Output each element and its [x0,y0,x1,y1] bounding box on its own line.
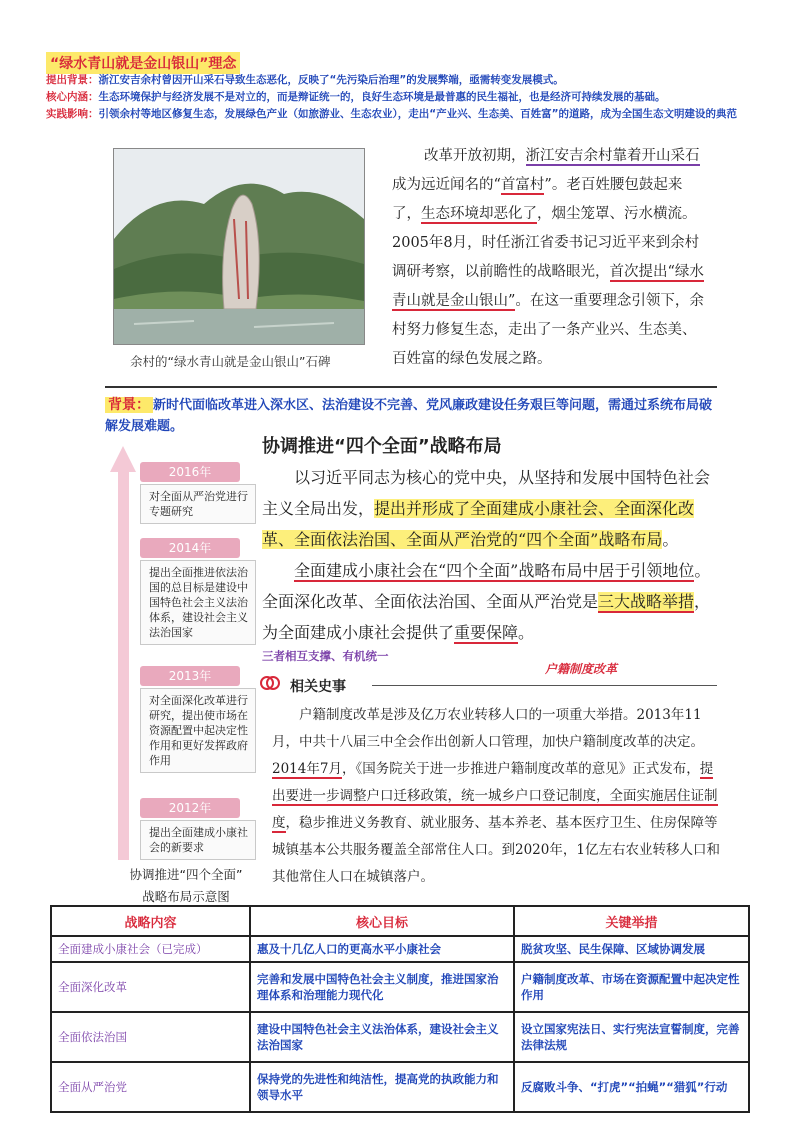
table-cell: 全面从严治党 [51,1062,250,1112]
timeline-entry: 对全面从严治党进行专题研究 [140,484,256,524]
table-header: 核心目标 [250,906,514,936]
table-cell: 全面依法治国 [51,1012,250,1062]
text-seg: 首次提出“绿水青山就是金山银山” [392,264,704,309]
timeline-caption-line: 战略布局示意图 [142,889,230,904]
table-cell: 全面深化改革 [51,962,250,1012]
photo-caption: 余村的“绿水青山就是金山银山”石碑 [130,354,331,369]
timeline-year: 2012年 [140,798,240,818]
timeline-arrow-icon [110,446,136,472]
text-seg: 首富村 [500,177,545,193]
history-title: 相关史事 [290,679,346,695]
timeline-bar [118,470,129,860]
bg-note-label: 提出背景： [46,74,99,86]
text-seg: 。全面深化改革、全面依法治国、全面从严治党是 [262,561,711,611]
text-seg: ”。老百姓腰包鼓起来了， [392,177,683,222]
timeline-year: 2014年 [140,538,240,558]
core-note-label: 核心内涵： [46,91,99,103]
table-header: 关键举措 [514,906,749,936]
main-para-2 [262,555,717,648]
header-notes [46,72,761,123]
text-seg: 提出并形成了全面建成小康社会、全面深化改革、全面依法治国、全面从严治党的“四个全面”战略布局 [262,499,695,549]
text-seg: 重要保障 [454,623,519,642]
timeline-entry: 对全面深化改革进行研究，提出使市场在资源配置中起决定性作用和更好发挥政府作用 [140,688,256,773]
table-cell: 户籍制度改革、市场在资源配置中起决定性作用 [514,962,749,1012]
household-reform-tag: 户籍制度改革 [545,662,618,676]
text-seg: 以习近平同志为核心的党中央，从坚持和发展中国特色社会主义全局出发， [262,468,711,518]
table-row [51,962,749,1012]
background-text: 新时代面临改革进入深水区、法治建设不完善、党风廉政建设任务艰巨等问题，需通过系统布局破解发展难题。 [105,398,713,434]
text-seg: ，稳步推进义务教育、就业服务、基本养老、基本医疗卫生、住房保障等城镇基本公共服务覆盖全部常住人口。到2020年，1亿左右农业转移人口和其他常住人口在城镇落户。 [272,815,720,885]
table-cell: 脱贫攻坚、民生保障、区域协调发展 [514,936,749,962]
timeline-caption [116,864,256,908]
table-row [51,1012,749,1062]
yucun-paragraph [392,142,707,374]
table-row [51,1062,749,1112]
table-cell: 惠及十几亿人口的更高水平小康社会 [250,936,514,962]
core-note-text: 生态环境保护与经济发展不是对立的，而是辩证统一的，良好生态环境是最普惠的民生福祉，也是经济可持续发展的基础。 [98,91,666,103]
background-note [105,395,715,437]
text-seg: 。在这一重要理念引领下，余村努力修复生态，走出了一条产业兴、生态美、百姓富的绿色发展之路。 [392,293,704,367]
main-para-1 [262,462,717,555]
table-header: 战略内容 [51,906,250,936]
timeline-caption-line: 协调推进“四个全面” [129,867,243,882]
text-seg: 成为远近闻名的“ [392,177,501,193]
timeline-entry: 提出全面推进依法治国的总目标是建设中国特色社会主义法治体系，建设社会主义法治国家 [140,560,256,645]
text-seg: 。 [518,623,535,642]
table-cell: 完善和发展中国特色社会主义制度，推进国家治理体系和治理能力现代化 [250,962,514,1012]
text-seg: ，为全面建成小康社会提供了 [262,592,711,642]
impact-note-text: 引领余村等地区修复生态，发展绿色产业（如旅游业、生态农业），走出“产业兴、生态美、百姓富”的道路，成为全国生态文明建设的典范 [98,108,738,120]
concept-title: “绿水青山就是金山银山”理念 [46,52,240,74]
text-seg: 生态环境却恶化了 [421,206,537,222]
impact-note-label: 实践影响： [46,108,99,120]
table-header-row [51,906,749,936]
table-cell: 保持党的先进性和纯洁性，提高党的执政能力和领导水平 [250,1062,514,1112]
background-label: 背景： [105,397,153,413]
history-divider [372,685,717,686]
timeline-year: 2013年 [140,666,240,686]
text-seg: 2014年7月 [272,761,342,777]
strategy-table [50,905,750,1113]
divider [105,386,717,388]
text-seg: 改革开放初期， [424,148,526,164]
section-title: 协调推进“四个全面”战略布局 [262,436,502,457]
text-seg: 。 [662,530,679,549]
table-row [51,936,749,962]
stone-tablet-illustration [114,149,364,344]
table-cell: 反腐败斗争、“打虎”“拍蝇”“猎狐”行动 [514,1062,749,1112]
text-seg: 全面建成小康社会在“四个全面”战略布局中居于引领地位 [294,561,695,580]
bg-note-text: 浙江安吉余村曾因开山采石导致生态恶化，反映了“先污染后治理”的发展弊端，亟需转变发展模式。 [98,74,564,86]
history-scroll-icon [260,673,280,693]
table-cell: 全面建成小康社会（已完成） [51,936,250,962]
text-seg: 户籍制度改革是涉及亿万农业转移人口的一项重大举措。2013年11月，中共十八届三中全会作出创新人口管理，加快户籍制度改革的决定。 [272,707,704,750]
table-cell: 建设中国特色社会主义法治体系，建设社会主义法治国家 [250,1012,514,1062]
stone-tablet-photo [113,148,365,345]
timeline-year: 2016年 [140,462,240,482]
text-seg: ，《国务院关于进一步推进户籍制度改革的意见》正式发布， [341,761,700,777]
mutual-support-note: 三者相互支撑、有机统一 [262,649,389,663]
four-comprehensives-paragraph [262,462,717,648]
timeline-entry: 提出全面建成小康社会的新要求 [140,820,256,860]
table-cell: 设立国家宪法日、实行宪法宣誓制度，完善法律法规 [514,1012,749,1062]
history-paragraph [272,702,722,891]
text-seg: 提出要进一步调整户口迁移政策，统一城乡户口登记制度，全面实施居住证制度 [272,761,718,831]
text-seg: 浙江安吉余村靠着开山采石 [525,148,700,164]
text-seg: ，烟尘笼罩、污水横流。2005年8月，时任浙江省委书记习近平来到余村调研考察，以前瞻性的战略眼光， [392,206,700,280]
text-seg: 三大战略举措 [598,592,695,611]
